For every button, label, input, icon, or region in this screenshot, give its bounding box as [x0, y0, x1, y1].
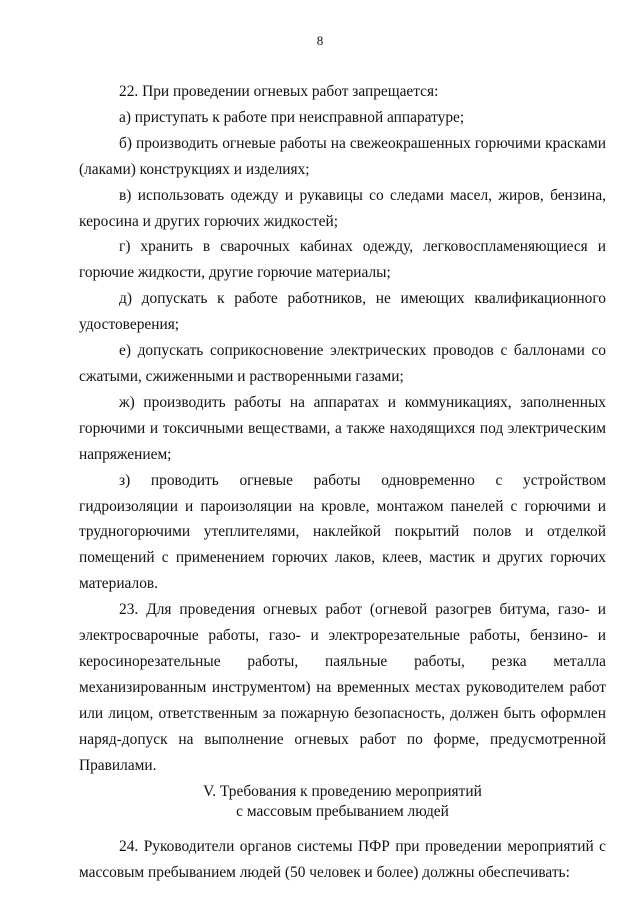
- list-item-d: д) допускать к работе работников, не имеющих квалификационного удостоверения;: [79, 290, 606, 334]
- section-heading-line2: с массовым пребыванием людей: [236, 803, 449, 821]
- list-item-e: е) допускать соприкосновение электрических проводов с баллонами со сжатыми, сжиженными и растворенными газами;: [79, 342, 606, 385]
- paragraph-22: 22. При проведении огневых работ запрещается:: [119, 83, 439, 100]
- list-item-zh: ж) производить работы на аппаратах и коммуникациях, заполненных горючими и токсичными веществами, а также находящихся под электрическим напряжением;: [79, 393, 606, 463]
- list-item-v: в) использовать одежду и рукавицы со следами масел, жиров, бензина, керосина и других горючих жидкостей;: [79, 186, 606, 230]
- list-item-a: а) приступать к работе при неисправной аппаратуре;: [119, 108, 465, 126]
- paragraph-23: 23. Для проведения огневых работ (огневой разогрев битума, газо- и электросварочные работы, газо- и электрорезательные работы, бензино- и керосинорезательные работы, паяльные работы, резка металла механизированным инструментом) на временных местах руководителем работ или лицом, ответственным за пожарную безопасность, должен быть оформлен наряд-допуск на выполнение огневых работ по форме, предусмотренной Правилами.: [79, 601, 606, 774]
- page-number: 8: [316, 33, 324, 48]
- list-item-z: з) проводить огневые работы одновременно с устройством гидроизоляции и пароизоляции на кровле, монтажом панелей с горючими и трудногорючими утеплителями, наклейкой покрытий полов и отделкой помещений с применением горючих лаков, клеев, мастик и других горючих материалов.: [79, 471, 606, 593]
- list-item-g: г) хранить в сварочных кабинах одежду, легковоспламеняющиеся и горючие жидкости, другие горючие материалы;: [79, 238, 606, 282]
- document-body: [79, 79, 606, 886]
- list-item-b: б) производить огневые работы на свежеокрашенных горючими красками (лаками) конструкциях и изделиях;: [79, 134, 606, 178]
- section-heading: [79, 782, 606, 822]
- section-heading-line1: V. Требования к проведению мероприятий: [203, 783, 482, 801]
- paragraph-24: 24. Руководители органов системы ПФР при проведении мероприятий с массовым пребыванием людей (50 человек и более) должны обеспечивать:: [79, 838, 606, 882]
